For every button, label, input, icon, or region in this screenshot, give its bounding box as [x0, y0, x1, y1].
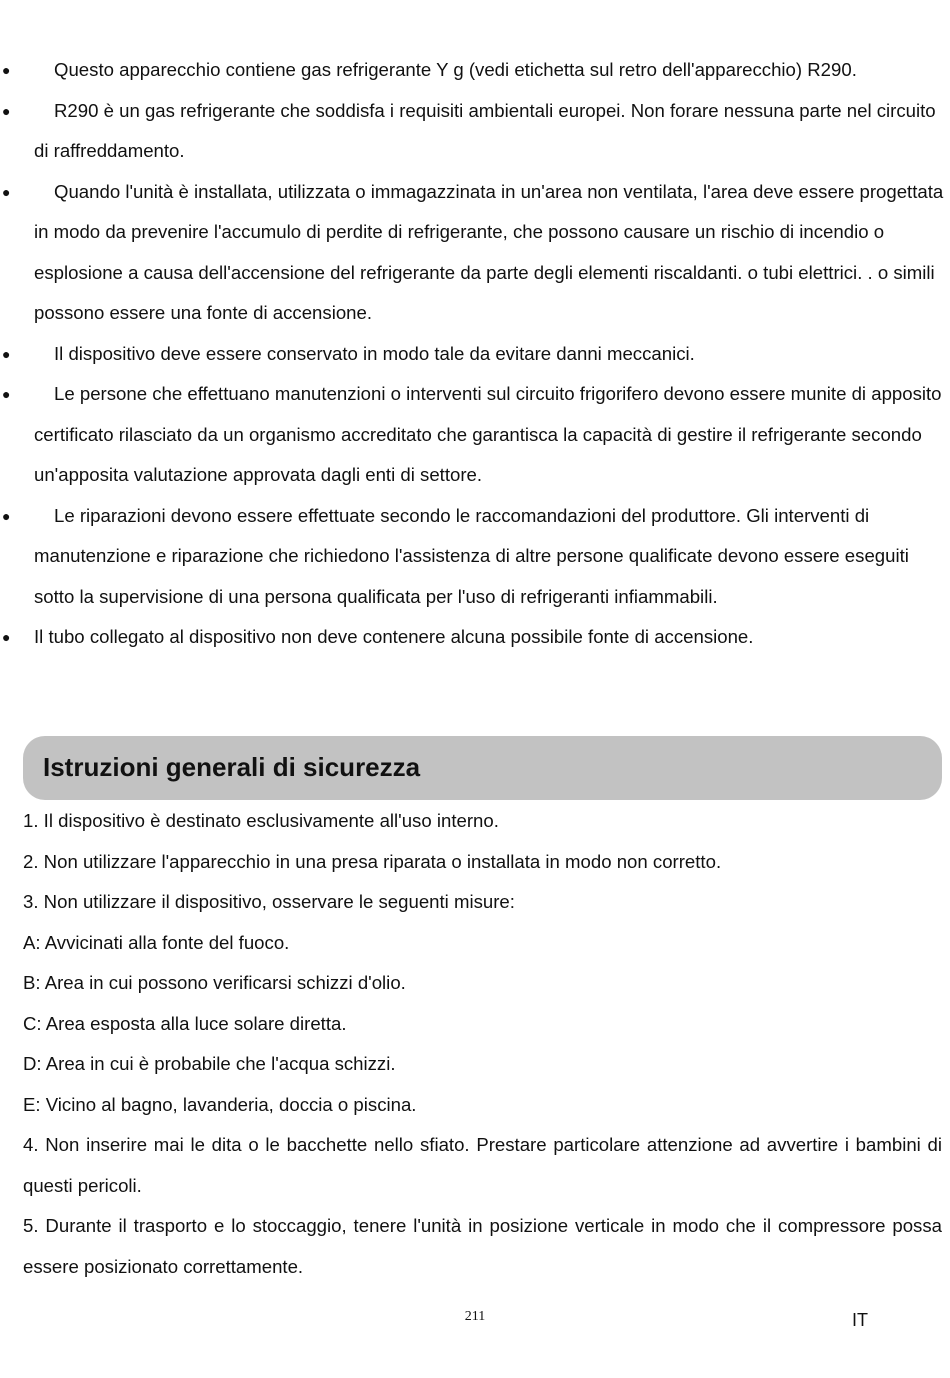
- bullet-item: ● Le riparazioni devono essere effettuate secondo le raccomandazioni del produttore. Gli interventi di manutenzione e riparazione che richiedono l'assistenza di altre persone qualificate devono essere eseguiti sotto la supervisione di una persona qualificata per l'uso di refrigeranti infiammabili.: [0, 496, 950, 618]
- bullet-dot-icon: ●: [2, 62, 11, 78]
- bullet-dot-icon: ●: [2, 345, 11, 362]
- list-item: C: Area esposta alla luce solare diretta.: [23, 1012, 347, 1034]
- page-number: 211: [464, 1309, 486, 1324]
- safety-instructions-list: [23, 801, 942, 1287]
- bullet-item: ● R290 è un gas refrigerante che soddisfa i requisiti ambientali europei. Non forare nessuna parte nel circuito di raffreddamento.: [0, 91, 950, 172]
- list-item: 4. Non inserire mai le dita o le bacchette nello sfiato. Prestare particolare attenzione ad avvertire i bambini di questi pericoli.: [23, 1134, 942, 1196]
- list-item: 1. Il dispositivo è destinato esclusivamente all'uso interno.: [23, 810, 499, 831]
- list-item: B: Area in cui possono verificarsi schizzi d'olio.: [23, 972, 406, 993]
- list-item: E: Vicino al bagno, lavanderia, doccia o piscina.: [23, 1093, 417, 1115]
- refrigerant-bullet-list: [0, 50, 950, 658]
- list-item: 3. Non utilizzare il dispositivo, osservare le seguenti misure:: [23, 891, 515, 912]
- section-header: [23, 736, 942, 800]
- bullet-dot-icon: ●: [2, 183, 11, 200]
- list-item: 5. Durante il trasporto e lo stoccaggio, tenere l'unità in posizione verticale in modo che il compressore possa essere posizionato correttamente.: [23, 1215, 942, 1277]
- bullet-dot-icon: ●: [2, 507, 11, 524]
- bullet-item: ● Le persone che effettuano manutenzioni o interventi sul circuito frigorifero devono essere munite di apposito certificato rilasciato da un organismo accreditato che garantisca la capacità di gestire il refrigerante secondo un'apposita valutazione approvata dagli enti di settore.: [0, 374, 950, 496]
- bullet-dot-icon: ●: [2, 629, 11, 645]
- list-item: 2. Non utilizzare l'apparecchio in una presa riparata o installata in modo non corretto.: [23, 850, 722, 872]
- bullet-item: ● Il tubo collegato al dispositivo non deve contenere alcuna possibile fonte di accensione.: [0, 617, 950, 658]
- list-item: A: Avvicinati alla fonte del fuoco.: [23, 931, 290, 953]
- bullet-item: ● Quando l'unità è installata, utilizzata o immagazzinata in un'area non ventilata, l'area deve essere progettata in modo da prevenire l'accumulo di perdite di refrigerante, che possono causare un rischio di incendio o esplosione a causa dell'accensione del refrigerante da parte degli elementi riscaldanti. o tubi elettrici. . o simili possono essere una fonte di accensione.: [0, 172, 950, 334]
- section-title: Istruzioni generali di sicurezza: [43, 752, 421, 782]
- language-code: IT: [852, 1310, 868, 1330]
- bullet-dot-icon: ●: [2, 386, 11, 402]
- list-item: D: Area in cui è probabile che l'acqua schizzi.: [23, 1053, 396, 1074]
- bullet-item: ● Questo apparecchio contiene gas refrigerante Y g (vedi etichetta sul retro dell'apparecchio) R290.: [0, 50, 950, 91]
- bullet-item: ● Il dispositivo deve essere conservato in modo tale da evitare danni meccanici.: [0, 334, 950, 375]
- bullet-dot-icon: ●: [2, 102, 11, 119]
